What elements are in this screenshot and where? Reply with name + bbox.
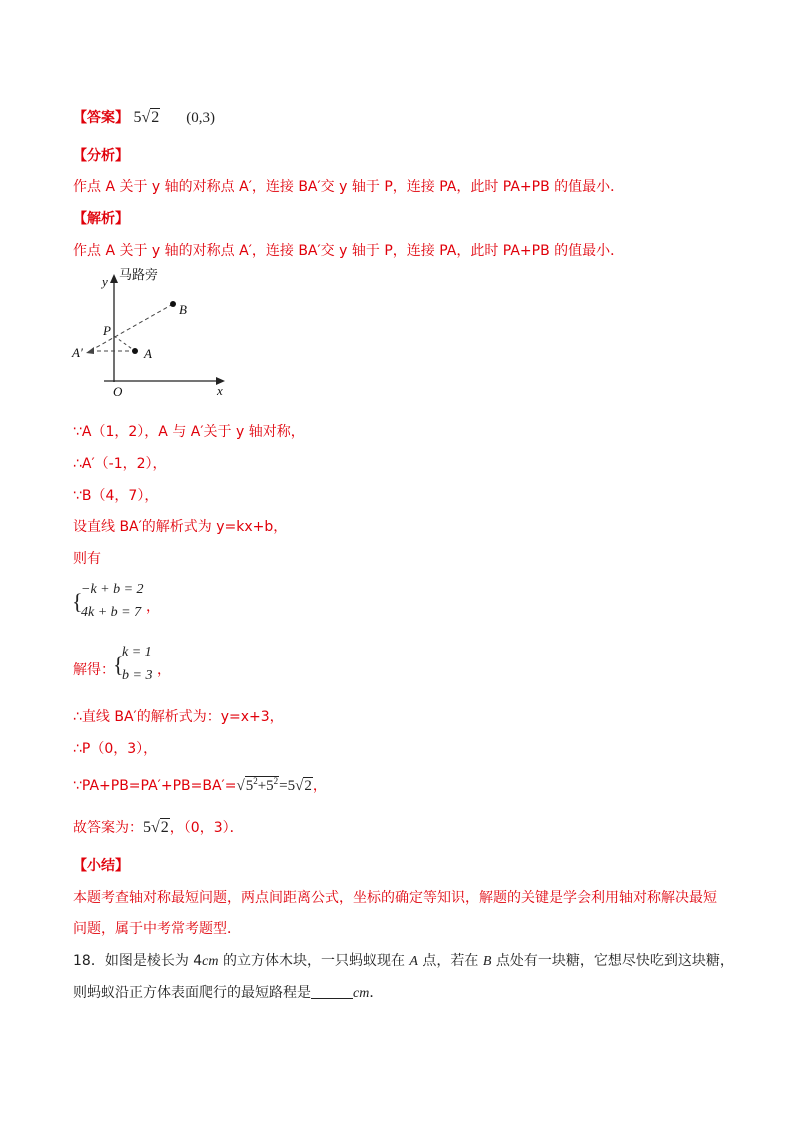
question-18-line-1: 18．如图是棱长为 4cm 的立方体木块，一只蚂蚁现在 A 点，若在 B 点处有一块糖，它想尽快吃到这块糖，: [73, 953, 734, 969]
line-pa: [114, 336, 135, 351]
coordinate-figure: [60, 262, 240, 404]
distance-line: [73, 775, 327, 795]
brace-1: {: [72, 589, 83, 614]
brace-2: {: [113, 652, 124, 677]
final-answer-line: [73, 817, 244, 837]
system1-tail: ，: [146, 600, 160, 615]
step-line-1: ∵A（1，2），A 与 A′关于 y 轴对称，: [73, 424, 305, 440]
point-a: [132, 348, 138, 354]
unit-cm-2: cm: [353, 986, 370, 1001]
step-line-2: ∴A′（-1，2），: [73, 456, 167, 472]
solution-text: 作点 A 关于 y 轴的对称点 A′，连接 BA′交 y 轴于 P，连接 PA，此时 PA+PB 的值最小．: [73, 243, 625, 259]
step-line-3: ∵B（4，7），: [73, 488, 159, 504]
distance-tail: ，: [312, 778, 327, 794]
label-o: O: [113, 384, 123, 399]
y-axis-arrow: [110, 274, 118, 283]
solution-tag: 【解析】: [73, 211, 129, 227]
line-after-1: ∴直线 BA′的解析式为：y=x+3，: [73, 709, 284, 725]
step-line-4: 设直线 BA′的解析式为 y=kx+b，: [73, 519, 288, 535]
line-after-2: ∴P（0，3），: [73, 741, 158, 757]
answer-value-1: 5√2: [133, 109, 160, 126]
point-b: [170, 301, 176, 307]
final-prefix: 故答案为：: [73, 820, 143, 836]
system1-row2: 4k + b = 7: [81, 605, 142, 620]
step-line-5: 则有: [73, 551, 101, 567]
question-18-line-2: 则蚂蚁沿正方体表面爬行的最短路程是 cm．: [73, 985, 384, 1001]
answer-line: [73, 107, 215, 127]
summary-line-2: 问题，属于中考常考题型．: [73, 921, 241, 937]
final-tail: ，（0，3）．: [169, 820, 244, 836]
label-y: y: [102, 274, 108, 289]
distance-formula: $√5^2+5^2=5√2$: [236, 776, 312, 794]
answer-tag: 【答案】: [73, 110, 129, 126]
road-label: 马路旁: [119, 267, 159, 282]
analysis-tag: 【分析】: [73, 148, 129, 164]
final-value: 5√2: [143, 819, 169, 836]
label-a: A: [144, 346, 152, 361]
system1-row1: −k + b = 2: [81, 582, 144, 597]
answer-value-2: (0,3): [186, 110, 215, 126]
analysis-text: 作点 A 关于 y 轴的对称点 A′，连接 BA′交 y 轴于 P，连接 PA，此时 PA+PB 的值最小．: [73, 179, 625, 195]
system2-tail: ，: [157, 663, 171, 678]
label-x: x: [217, 383, 223, 398]
label-b: B: [179, 302, 187, 317]
label-p: P: [103, 323, 111, 338]
point-a-ref: A: [409, 954, 418, 969]
summary-line-1: 本题考查轴对称最短问题，两点间距离公式，坐标的确定等知识，解题的关键是学会利用轴对称解决最短: [73, 890, 717, 906]
solve-prefix: 解得：: [73, 662, 115, 678]
point-b-ref: B: [482, 954, 492, 969]
unit-cm: cm: [202, 954, 219, 969]
system2-row1: k = 1: [122, 645, 152, 660]
distance-prefix: ∵PA+PB=PA′+PB=BA′=: [73, 778, 237, 794]
answer-blank[interactable]: [311, 986, 353, 999]
label-a-prime: A′: [72, 345, 83, 360]
system2-row2: b = 3: [122, 668, 153, 683]
summary-tag: 【小结】: [73, 858, 129, 874]
